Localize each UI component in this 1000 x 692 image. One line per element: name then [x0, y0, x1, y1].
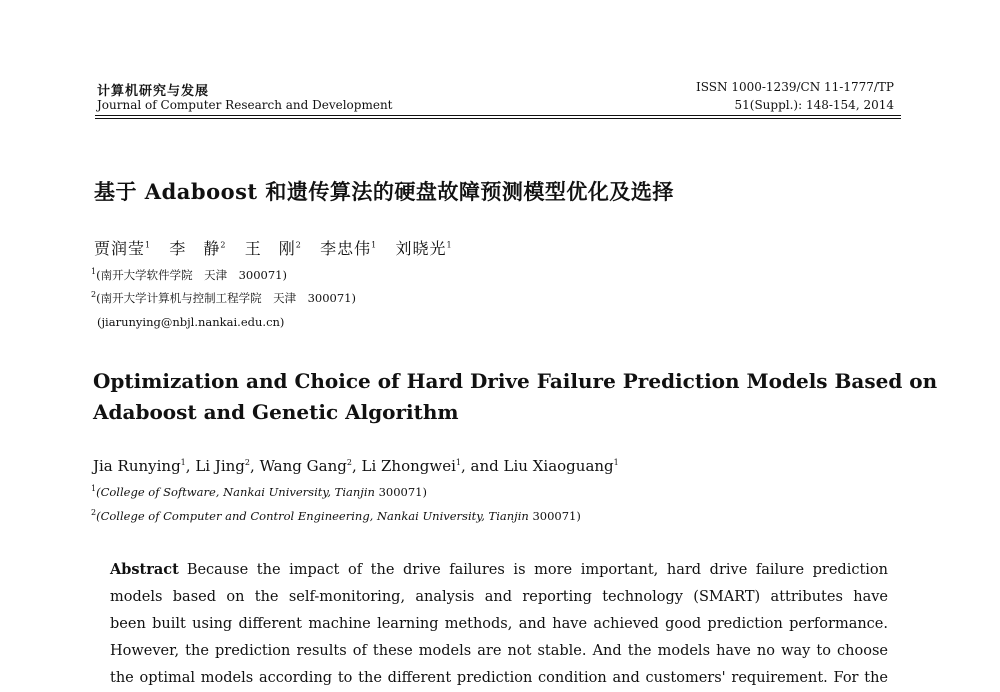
- author-cn: 李 静$^2$: [169, 239, 227, 258]
- paper-title-en-line2: Adaboost and Genetic Algorithm: [93, 400, 459, 424]
- affiliation-en-2: $^2$(College of Computer and Control Engineering, Nankai University, Tianjin 300071): [91, 508, 581, 523]
- abstract-label: Abstract: [110, 561, 179, 578]
- journal-volume: 51(Suppl.): 148-154, 2014: [734, 98, 894, 112]
- paper-title-en-line1: Optimization and Choice of Hard Drive Failure Prediction Models Based on: [93, 369, 938, 393]
- author-cn: 贾润莹$^1$: [94, 239, 152, 258]
- abstract-line: Abstract Because the impact of the drive failures is more important, hard drive failure prediction: [110, 561, 888, 578]
- header-rule-thin: [95, 118, 901, 119]
- abstract-line: models based on the self-monitoring, analysis and reporting technology (SMART) attributes have: [110, 589, 888, 605]
- affiliation-en-1: $^1$(College of Software, Nankai University, Tianjin 300071): [91, 484, 427, 499]
- author-en: Liu Xiaoguang$^1$: [503, 457, 619, 475]
- abstract-line: the optimal models according to the different prediction condition and customers' requirement. For the: [110, 670, 888, 686]
- journal-issn: ISSN 1000-1239/CN 11-1777/TP: [696, 80, 894, 94]
- affiliation-cn-1: $^1$(南开大学软件学院 天津 300071): [91, 267, 287, 282]
- author-cn: 刘晓光$^1$: [395, 239, 453, 258]
- affiliation-cn-2: $^2$(南开大学计算机与控制工程学院 天津 300071): [91, 290, 356, 305]
- abstract-line: However, the prediction results of these models are not stable. And the models have no way to choose: [110, 643, 888, 659]
- author-en: Li Zhongwei$^1$: [361, 457, 461, 475]
- author-en: Li Jing$^2$: [195, 457, 251, 475]
- author-joiner: and: [470, 457, 499, 475]
- paper-title-cn: 基于 Adaboost 和遗传算法的硬盘故障预测模型优化及选择: [94, 179, 674, 204]
- author-list-cn: [94, 236, 453, 259]
- author-email: (jiarunying@nbjl.nankai.edu.cn): [97, 315, 285, 329]
- abstract: [110, 556, 888, 692]
- journal-name-en: Journal of Computer Research and Development: [97, 98, 393, 112]
- journal-name-cn: 计算机研究与发展: [97, 84, 210, 99]
- author-list-en: Jia Runying$^1$, Li Jing$^2$, Wang Gang$^2$, Li Zhongwei$^1$, and Liu Xiaoguang$^1$: [93, 457, 619, 475]
- author-cn: 王 刚$^2$: [244, 239, 302, 258]
- header-rule-thick: [95, 115, 901, 116]
- abstract-line: been built using different machine learning methods, and have achieved good prediction performance.: [110, 616, 888, 632]
- author-en: Jia Runying$^1$: [93, 457, 186, 475]
- author-en: Wang Gang$^2$: [259, 457, 352, 475]
- author-cn: 李忠伟$^1$: [320, 239, 378, 258]
